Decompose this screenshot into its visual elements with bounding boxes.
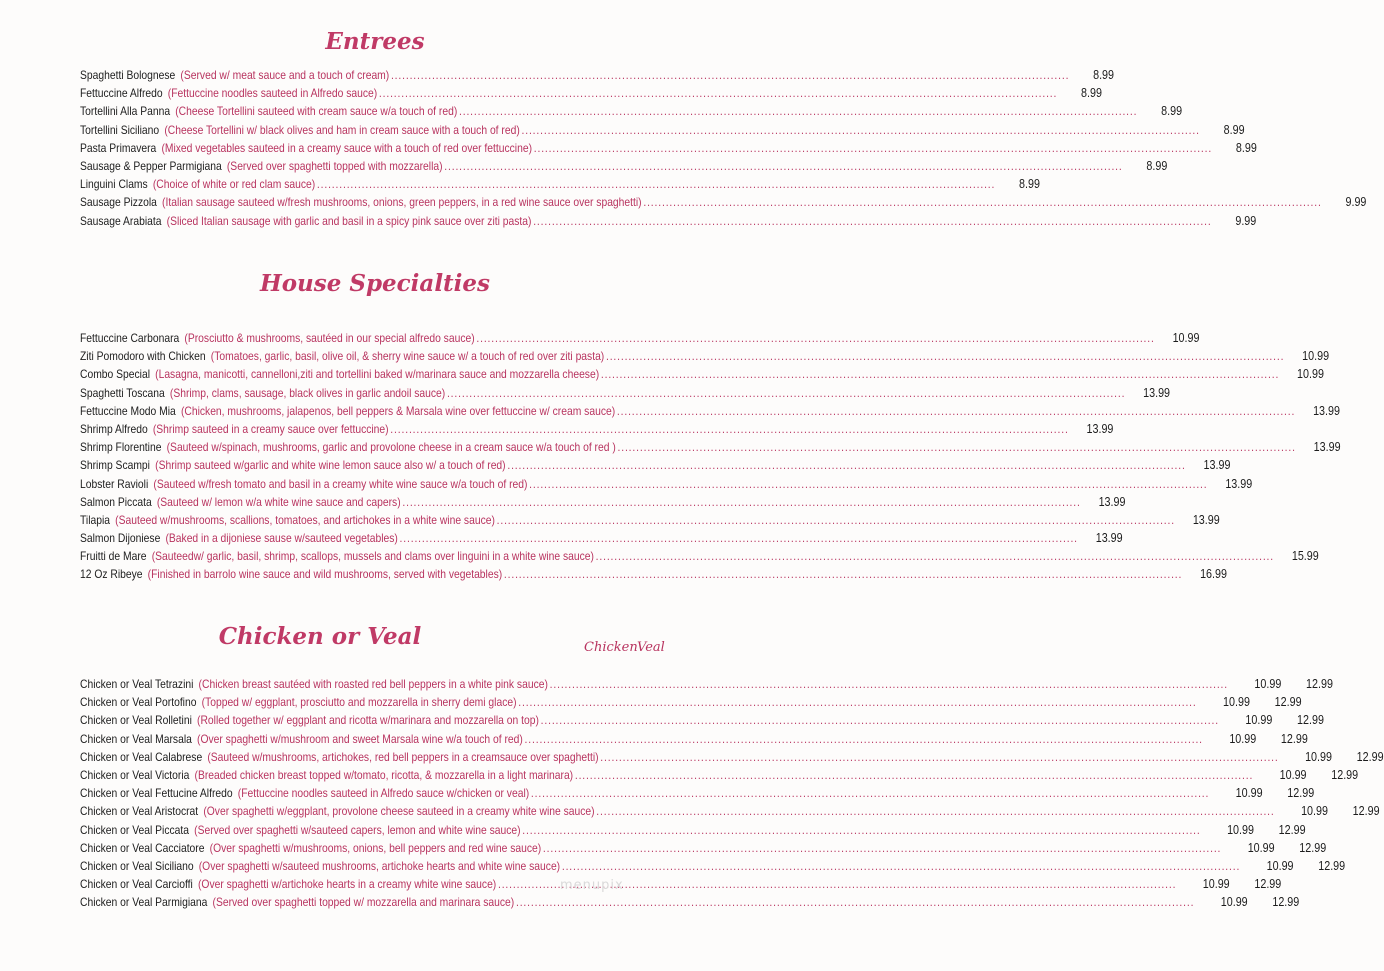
item-description: (Tomatoes, garlic, basil, olive oil, & sherry wine sauce w/ a touch of red over ziti pasta) bbox=[210, 349, 605, 364]
menu-item bbox=[80, 365, 1324, 383]
item-description: (Shrimp sauteed w/garlic and white wine lemon sauce also w/ a touch of red) bbox=[155, 458, 506, 473]
dot-leader bbox=[529, 475, 1207, 493]
dot-leader bbox=[379, 84, 1057, 102]
veal-column-header: Veal bbox=[637, 640, 665, 655]
item-price: 13.99 bbox=[1095, 531, 1123, 546]
item-description: (Over spaghetti w/mushroom and sweet Marsala wine w/a touch of red) bbox=[197, 731, 523, 746]
item-price: 13.99 bbox=[1192, 512, 1220, 527]
item-description: (Served over spaghetti topped with mozzarella) bbox=[226, 158, 443, 173]
item-name: Tortellini Alla Panna bbox=[80, 104, 171, 119]
house-specialties-title: House Specialties bbox=[259, 270, 491, 297]
dot-leader bbox=[402, 493, 1080, 511]
item-name: Chicken or Veal Parmigiana bbox=[80, 895, 208, 910]
chicken-price: 10.99 bbox=[1235, 786, 1263, 801]
dot-leader bbox=[521, 121, 1199, 139]
dot-leader bbox=[541, 711, 1219, 729]
item-description: (Over spaghetti w/eggplant, provolone cheese sauteed in a creamy white wine sauce) bbox=[203, 804, 595, 819]
item-price: 9.99 bbox=[1235, 213, 1257, 228]
item-price: 8.99 bbox=[1223, 122, 1245, 137]
item-description: (Breaded chicken breast topped w/tomato, ricotta, & mozzarella in a light marinara) bbox=[194, 767, 574, 782]
item-name: Chicken or Veal Rolletini bbox=[80, 713, 192, 728]
item-description: (Sauteed w/mushrooms, scallions, tomatoes, and artichokes in a white wine sauce) bbox=[115, 512, 495, 527]
chicken-price: 10.99 bbox=[1227, 822, 1254, 837]
chicken-veal-title: Chicken or Veal bbox=[218, 623, 422, 650]
item-price: 13.99 bbox=[1225, 476, 1253, 491]
item-price: 13.99 bbox=[1086, 421, 1114, 436]
menu-item bbox=[80, 730, 1308, 748]
veal-price: 12.99 bbox=[1287, 786, 1315, 801]
item-name: Fettuccine Alfredo bbox=[80, 86, 163, 101]
veal-price: 12.99 bbox=[1254, 877, 1282, 892]
item-name: Chicken or Veal Aristocrat bbox=[80, 804, 199, 819]
item-name: Spaghetti Toscana bbox=[80, 385, 165, 400]
menu-item bbox=[80, 893, 1300, 911]
dot-leader bbox=[447, 384, 1125, 402]
menu-item bbox=[80, 511, 1220, 529]
veal-price: 12.99 bbox=[1278, 822, 1306, 837]
item-name: Sausage Pizzola bbox=[80, 195, 157, 210]
dot-leader bbox=[476, 329, 1154, 347]
menu-item bbox=[80, 547, 1319, 565]
item-name: Tortellini Siciliano bbox=[80, 122, 160, 137]
dot-leader bbox=[516, 893, 1194, 911]
item-price: 13.99 bbox=[1203, 458, 1231, 473]
menu-item bbox=[80, 711, 1324, 729]
item-description: (Baked in a dijoniese sause w/sauteed vegetables) bbox=[165, 531, 398, 546]
item-price: 10.99 bbox=[1172, 331, 1200, 345]
item-price: 8.99 bbox=[1081, 86, 1102, 101]
item-description: (Fettuccine noodles sauteed in Alfredo sauce) bbox=[167, 86, 378, 101]
item-price: 9.99 bbox=[1345, 195, 1367, 210]
menu-item bbox=[80, 121, 1245, 139]
item-name: Fettuccine Modo Mia bbox=[80, 403, 176, 418]
item-price: 8.99 bbox=[1235, 140, 1257, 155]
veal-price: 12.99 bbox=[1274, 695, 1302, 710]
menu-item bbox=[80, 475, 1253, 493]
item-price: 15.99 bbox=[1291, 549, 1319, 564]
item-name: Spaghetti Bolognese bbox=[80, 68, 176, 82]
item-price: 13.99 bbox=[1313, 403, 1340, 418]
dot-leader bbox=[531, 784, 1209, 802]
dot-leader bbox=[606, 347, 1284, 365]
item-description: (Served over spaghetti w/sauteed capers, lemon and white wine sauce) bbox=[194, 822, 521, 837]
dot-leader bbox=[518, 693, 1196, 711]
dot-leader bbox=[400, 529, 1078, 547]
chicken-price: 10.99 bbox=[1202, 877, 1230, 892]
item-description: (Over spaghetti w/mushrooms, onions, bell peppers and red wine sauce) bbox=[209, 840, 542, 855]
menu-item bbox=[80, 857, 1346, 875]
item-description: (Shrimp sauteed in a creamy sauce over fettuccine) bbox=[152, 421, 389, 436]
chicken-price: 10.99 bbox=[1266, 858, 1294, 873]
menu-item bbox=[80, 384, 1171, 402]
veal-price: 12.99 bbox=[1356, 749, 1384, 764]
item-name: Shrimp Scampi bbox=[80, 458, 150, 473]
dot-leader bbox=[522, 821, 1200, 839]
item-price: 13.99 bbox=[1098, 494, 1126, 509]
item-price: 8.99 bbox=[1093, 68, 1115, 82]
item-description: (Served over spaghetti topped w/ mozzarella and marinara sauce) bbox=[212, 895, 515, 910]
dot-leader bbox=[562, 857, 1240, 875]
entrees-title: Entrees bbox=[325, 28, 425, 55]
item-description: (Mixed vegetables sauteed in a creamy sauce with a touch of red over fettuccine) bbox=[161, 140, 533, 155]
chicken-price: 10.99 bbox=[1223, 695, 1250, 710]
item-name: 12 Oz Ribeye bbox=[80, 567, 143, 582]
menu-item bbox=[80, 565, 1227, 583]
item-name: Chicken or Veal Marsala bbox=[80, 731, 192, 746]
item-price: 16.99 bbox=[1200, 567, 1227, 582]
item-name: Lobster Ravioli bbox=[80, 476, 149, 491]
dot-leader bbox=[317, 175, 995, 193]
item-name: Sausage Arabiata bbox=[80, 213, 162, 228]
item-description: (Over spaghetti w/artichoke hearts in a creamy white wine sauce) bbox=[197, 877, 497, 892]
menu-item bbox=[80, 438, 1341, 456]
item-description: (Shrimp, clams, sausage, black olives in garlic andoil sauce) bbox=[169, 385, 446, 400]
item-name: Chicken or Veal Portofino bbox=[80, 695, 197, 710]
menu-item bbox=[80, 102, 1183, 120]
item-price: 8.99 bbox=[1019, 177, 1040, 192]
dot-leader bbox=[618, 438, 1296, 456]
dot-leader bbox=[543, 839, 1221, 857]
dot-leader bbox=[550, 675, 1228, 693]
item-description: (Served w/ meat sauce and a touch of cream) bbox=[180, 68, 390, 82]
dot-leader bbox=[444, 157, 1122, 175]
dot-leader bbox=[643, 193, 1321, 211]
item-name: Chicken or Veal Calabrese bbox=[80, 749, 203, 764]
veal-price: 12.99 bbox=[1280, 731, 1308, 746]
item-description: (Cheese Tortellini w/ black olives and ham in cream sauce with a touch of red) bbox=[164, 122, 520, 137]
veal-price: 12.99 bbox=[1352, 804, 1380, 819]
item-description: (Finished in barrolo wine sauce and wild mushrooms, served with vegetables) bbox=[147, 567, 503, 582]
dot-leader bbox=[534, 139, 1212, 157]
dot-leader bbox=[391, 66, 1069, 84]
veal-price: 12.99 bbox=[1306, 677, 1333, 691]
chicken-price: 10.99 bbox=[1245, 713, 1273, 728]
item-name: Chicken or Veal Victoria bbox=[80, 767, 190, 782]
dot-leader bbox=[596, 802, 1274, 820]
item-name: Chicken or Veal Carcioffi bbox=[80, 877, 193, 892]
menu-item bbox=[80, 675, 1333, 693]
menu-item bbox=[80, 193, 1367, 211]
dot-leader bbox=[504, 565, 1182, 583]
watermark: menupix bbox=[560, 878, 624, 893]
item-name: Fruitti de Mare bbox=[80, 549, 147, 564]
item-name: Pasta Primavera bbox=[80, 140, 157, 155]
menu-item bbox=[80, 784, 1315, 802]
chicken-column-header: Chicken bbox=[584, 640, 638, 655]
dot-leader bbox=[459, 102, 1137, 120]
item-price: 8.99 bbox=[1161, 104, 1183, 119]
chicken-price: 10.99 bbox=[1229, 731, 1257, 746]
menu-item bbox=[80, 329, 1200, 347]
item-name: Salmon Dijoniese bbox=[80, 531, 161, 546]
item-description: (Over spaghetti w/sauteed mushrooms, artichoke hearts and white wine sauce) bbox=[198, 858, 561, 873]
menu-item bbox=[80, 529, 1123, 547]
item-description: (Choice of white or red clam sauce) bbox=[152, 177, 316, 192]
dot-leader bbox=[390, 420, 1068, 438]
item-name: Chicken or Veal Fettucine Alfredo bbox=[80, 786, 233, 801]
item-name: Tilapia bbox=[80, 512, 111, 527]
item-description: (Prosciutto & mushrooms, sautéed in our special alfredo sauce) bbox=[184, 331, 475, 345]
item-name: Sausage & Pepper Parmigiana bbox=[80, 158, 222, 173]
menu-item bbox=[80, 420, 1114, 438]
menu-item bbox=[80, 212, 1257, 230]
menu-item bbox=[80, 456, 1231, 474]
menu-item bbox=[80, 175, 1040, 193]
chicken-price: 10.99 bbox=[1305, 749, 1332, 764]
item-description: (Cheese Tortellini sauteed with cream sauce w/a touch of red) bbox=[175, 104, 458, 119]
menu-item bbox=[80, 347, 1330, 365]
chicken-price: 10.99 bbox=[1220, 895, 1248, 910]
menu-item bbox=[80, 802, 1380, 820]
dot-leader bbox=[617, 402, 1295, 420]
item-name: Combo Special bbox=[80, 367, 150, 382]
menu-item bbox=[80, 766, 1359, 784]
item-description: (Rolled together w/ eggplant and ricotta w/marinara and mozzarella on top) bbox=[197, 713, 539, 728]
item-description: (Topped w/ eggplant, prosciutto and mozzarella in sherry demi glace) bbox=[201, 695, 517, 710]
item-description: (Sauteed w/mushrooms, artichokes, red bell peppers in a creamsauce over spaghetti) bbox=[207, 749, 599, 764]
menu-item bbox=[80, 839, 1327, 857]
entrees-list bbox=[80, 66, 1367, 230]
item-price: 13.99 bbox=[1143, 385, 1171, 400]
veal-price: 12.99 bbox=[1272, 895, 1300, 910]
item-description: (Sliced Italian sausage with garlic and basil in a spicy pink sauce over ziti pasta) bbox=[166, 213, 532, 228]
item-description: (Sauteed w/fresh tomato and basil in a creamy white wine sauce w/a touch of red) bbox=[153, 476, 528, 491]
menu-item bbox=[80, 493, 1126, 511]
item-name: Shrimp Alfredo bbox=[80, 421, 148, 436]
item-name: Fettuccine Carbonara bbox=[80, 331, 180, 345]
menu-item bbox=[80, 821, 1306, 839]
chicken-price: 10.99 bbox=[1254, 677, 1282, 691]
item-name: Ziti Pomodoro with Chicken bbox=[80, 349, 206, 364]
item-price: 10.99 bbox=[1297, 367, 1324, 382]
veal-price: 12.99 bbox=[1318, 858, 1346, 873]
chicken-veal-list bbox=[80, 675, 1384, 911]
item-description: (Sauteed w/ lemon w/a white wine sauce and capers) bbox=[156, 494, 401, 509]
item-description: (Sauteedw/ garlic, basil, shrimp, scallops, mussels and clams over linguini in a white wine sauce) bbox=[151, 549, 594, 564]
item-description: (Sauteed w/spinach, mushrooms, garlic and provolone cheese in a cream sauce w/a touch of red ) bbox=[166, 440, 616, 455]
menu-item bbox=[80, 748, 1384, 766]
dot-leader bbox=[601, 365, 1279, 383]
menu-item bbox=[80, 84, 1102, 102]
item-name: Chicken or Veal Piccata bbox=[80, 822, 189, 837]
veal-price: 12.99 bbox=[1331, 767, 1359, 782]
menu-item bbox=[80, 66, 1115, 84]
item-description: (Italian sausage sauteed w/fresh mushrooms, onions, green peppers, in a red wine sauce over spaghetti) bbox=[162, 195, 642, 210]
item-name: Salmon Piccata bbox=[80, 494, 152, 509]
item-price: 13.99 bbox=[1313, 440, 1341, 455]
chicken-price: 10.99 bbox=[1301, 804, 1328, 819]
item-description: (Fettuccine noodles sauteed in Alfredo sauce w/chicken or veal) bbox=[237, 786, 530, 801]
dot-leader bbox=[507, 456, 1185, 474]
house-specialties-list bbox=[80, 329, 1341, 584]
veal-price: 12.99 bbox=[1297, 713, 1324, 728]
item-name: Shrimp Florentine bbox=[80, 440, 162, 455]
item-description: (Lasagna, manicotti, cannelloni,ziti and tortellini baked w/marinara sauce and mozzarella cheese) bbox=[155, 367, 600, 382]
veal-price: 12.99 bbox=[1299, 840, 1327, 855]
chicken-price: 10.99 bbox=[1279, 767, 1307, 782]
item-description: (Chicken breast sautéed with roasted red bell peppers in a white pink sauce) bbox=[198, 677, 548, 691]
dot-leader bbox=[525, 730, 1203, 748]
item-name: Linguini Clams bbox=[80, 177, 148, 192]
chicken-price: 10.99 bbox=[1247, 840, 1275, 855]
item-description: (Chicken, mushrooms, jalapenos, bell peppers & Marsala wine over fettuccine w/ cream sauce) bbox=[180, 403, 616, 418]
menu-item bbox=[80, 402, 1340, 420]
dot-leader bbox=[600, 748, 1278, 766]
menu-item bbox=[80, 139, 1257, 157]
dot-leader bbox=[533, 212, 1211, 230]
dot-leader bbox=[596, 547, 1274, 565]
item-name: Chicken or Veal Cacciatore bbox=[80, 840, 205, 855]
item-price: 10.99 bbox=[1302, 349, 1330, 364]
menu-item bbox=[80, 693, 1302, 711]
item-name: Chicken or Veal Tetrazini bbox=[80, 677, 194, 691]
item-price: 8.99 bbox=[1146, 158, 1168, 173]
dot-leader bbox=[575, 766, 1253, 784]
item-name: Chicken or Veal Siciliano bbox=[80, 858, 194, 873]
menu-item bbox=[80, 157, 1168, 175]
dot-leader bbox=[497, 511, 1175, 529]
